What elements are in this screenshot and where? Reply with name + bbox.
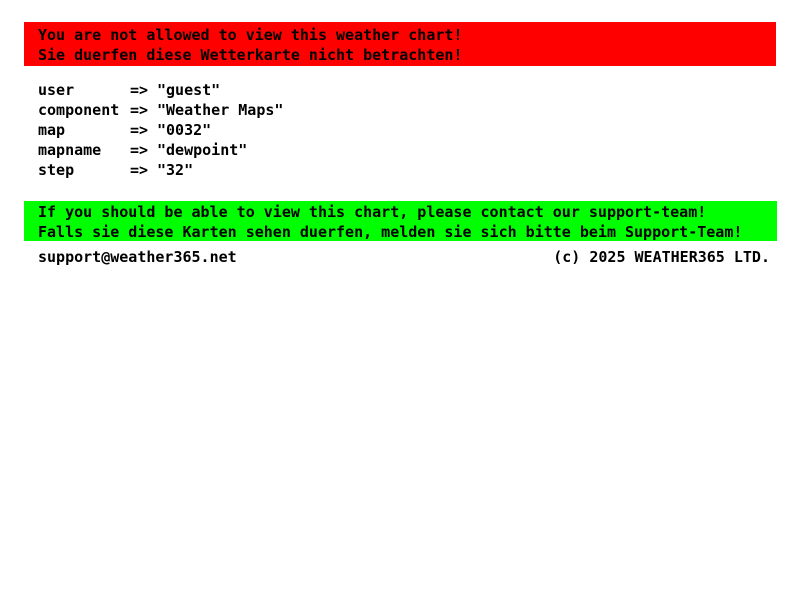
- param-arrow: =>: [130, 81, 149, 99]
- param-value: "32": [157, 161, 194, 179]
- error-line-en: You are not allowed to view this weather chart!: [38, 26, 463, 44]
- param-key: component: [38, 101, 120, 119]
- param-key: map: [38, 121, 66, 139]
- info-banner: [24, 201, 777, 241]
- param-key: step: [38, 161, 75, 179]
- info-line-de: Falls sie diese Karten sehen duerfen, melden sie sich bitte beim Support-Team!: [38, 223, 743, 241]
- param-row-mapname: [38, 140, 283, 160]
- param-row-user: [38, 80, 283, 100]
- param-value: "Weather Maps": [157, 101, 284, 119]
- param-arrow: =>: [130, 161, 149, 179]
- param-key: mapname: [38, 141, 102, 159]
- param-row-map: [38, 120, 283, 140]
- error-line-de: Sie duerfen diese Wetterkarte nicht betrachten!: [38, 46, 463, 64]
- info-line-en: If you should be able to view this chart, please contact our support-team!: [38, 203, 707, 221]
- error-banner: [24, 22, 776, 66]
- footer: [38, 247, 770, 267]
- param-key: user: [38, 81, 75, 99]
- param-arrow: =>: [130, 141, 149, 159]
- support-email: support@weather365.net: [38, 248, 237, 266]
- param-value: "0032": [157, 121, 212, 139]
- param-value: "guest": [157, 81, 221, 99]
- param-row-step: [38, 160, 283, 180]
- request-params-list: [38, 80, 283, 180]
- param-row-component: [38, 100, 283, 120]
- param-value: "dewpoint": [157, 141, 248, 159]
- param-arrow: =>: [130, 101, 149, 119]
- param-arrow: =>: [130, 121, 149, 139]
- copyright-notice: (c) 2025 WEATHER365 LTD.: [553, 248, 770, 266]
